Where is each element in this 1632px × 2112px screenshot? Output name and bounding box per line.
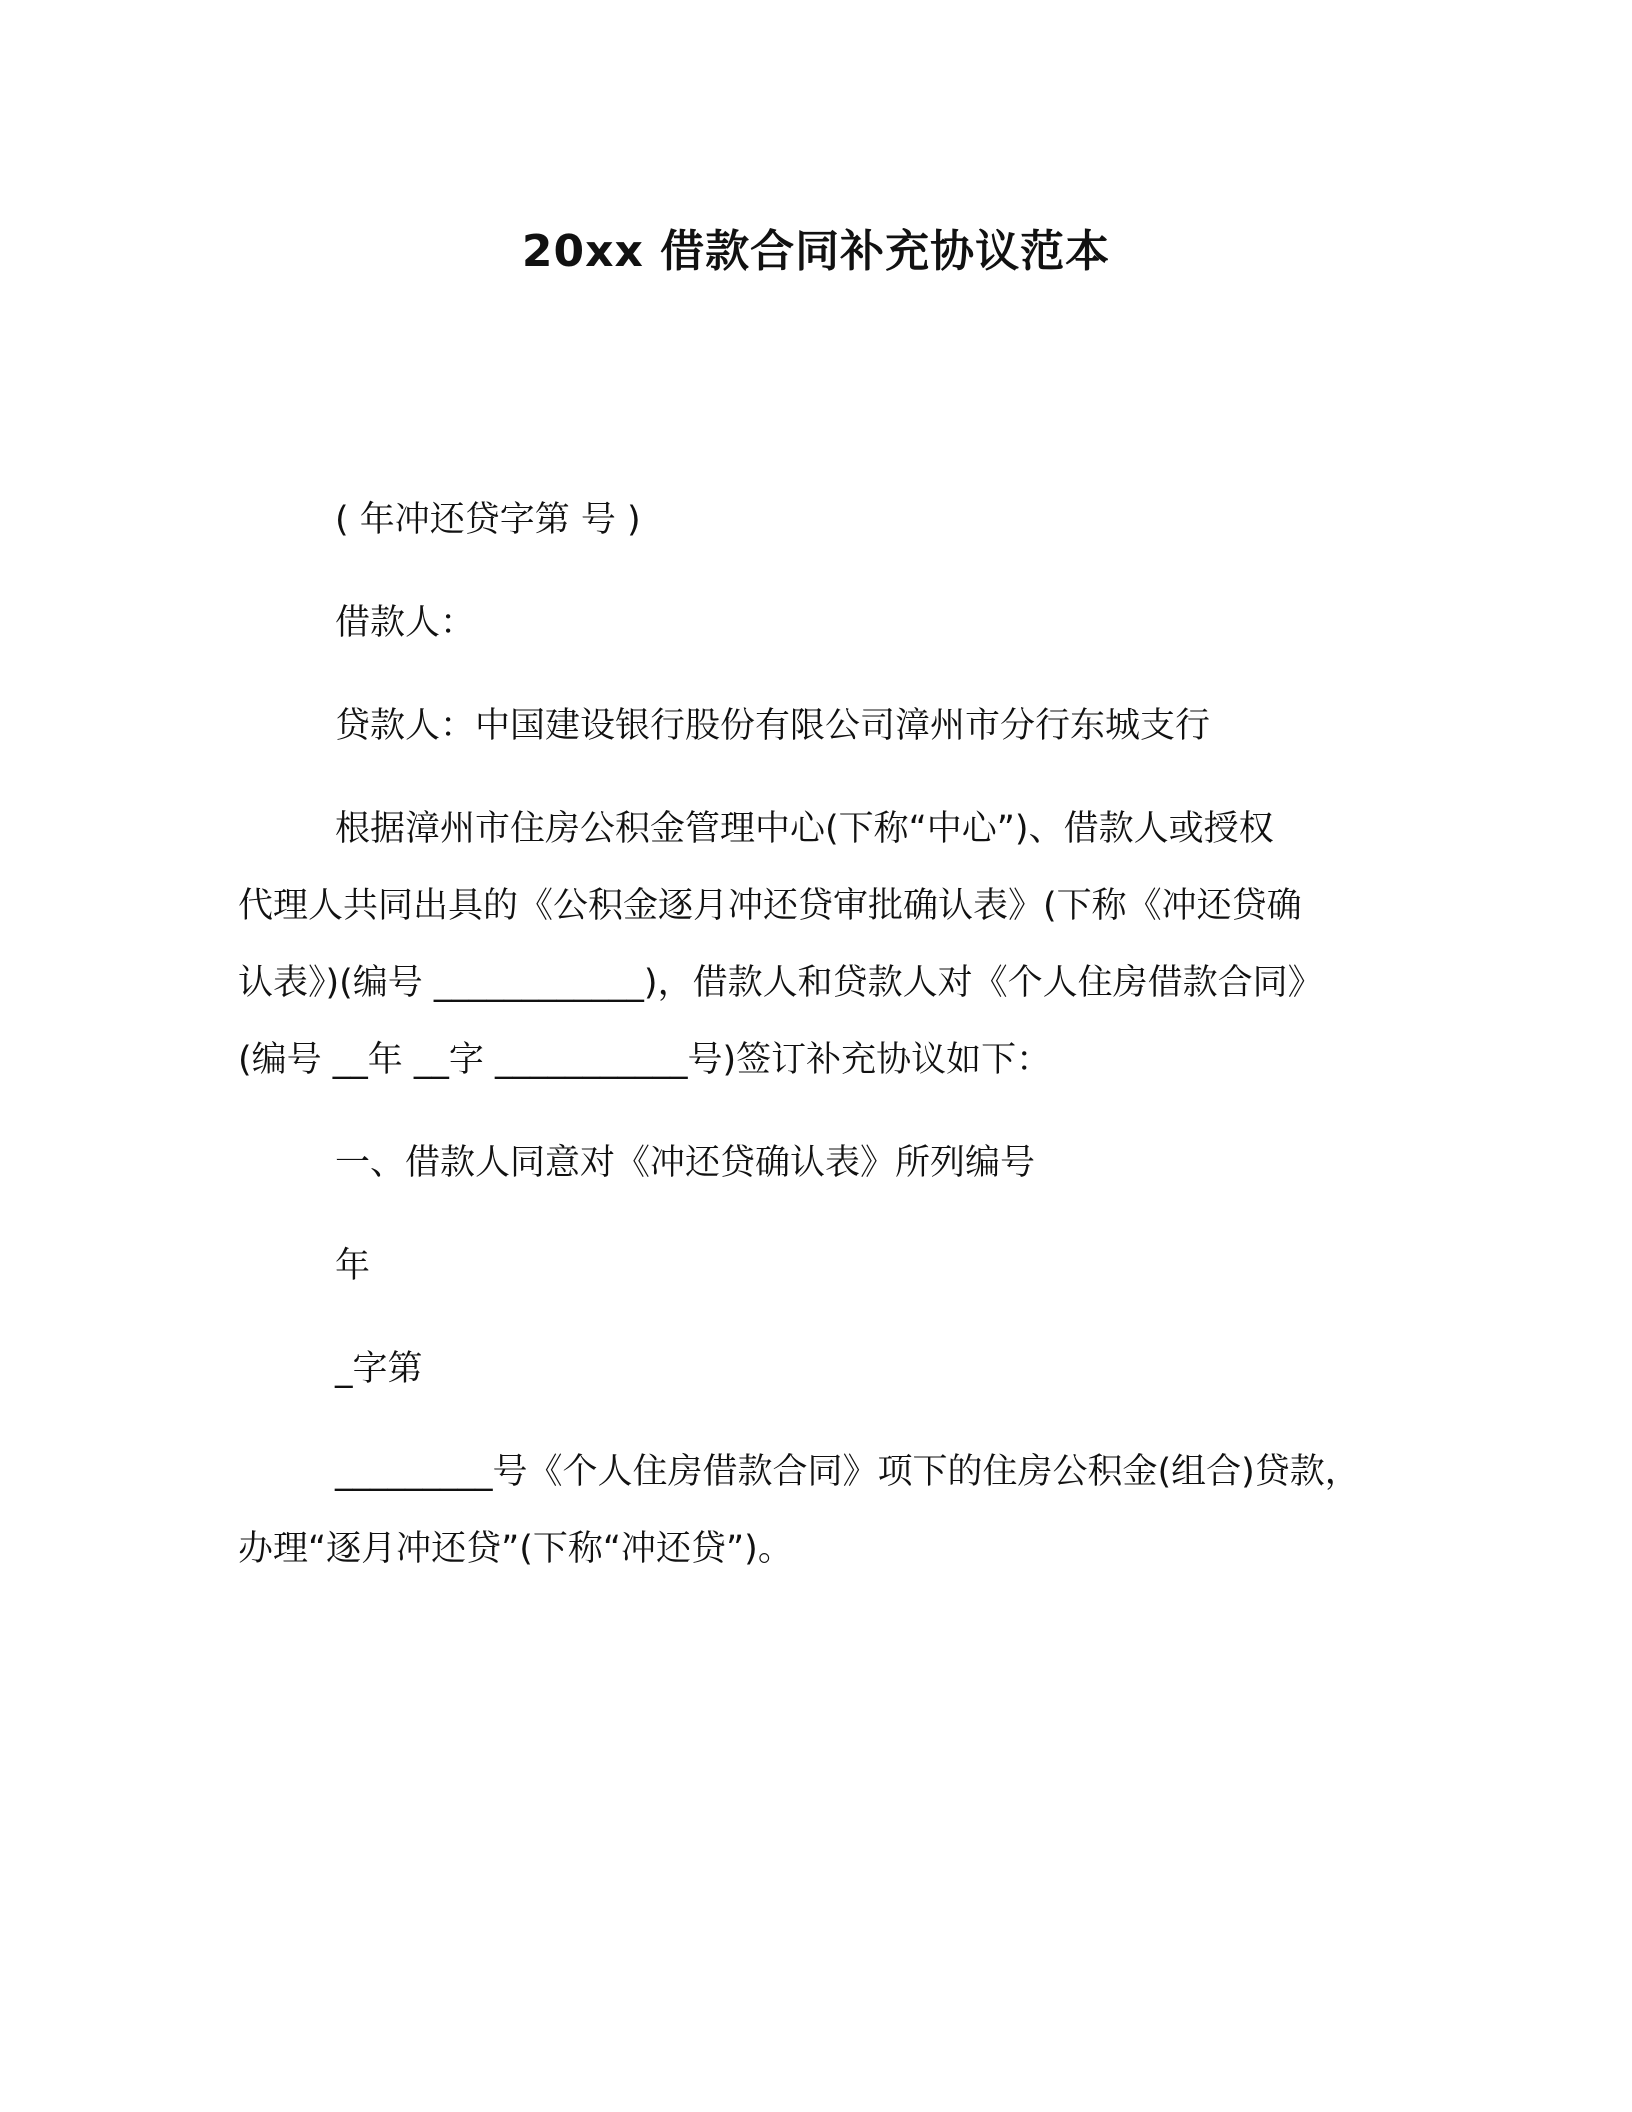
intro-paragraph-line-3: 认表》)(编号 ____________)，借款人和贷款人对《个人住房借款合同》 <box>238 963 1323 1003</box>
document-title: 20xx 借款合同补充协议范本 <box>521 226 1111 277</box>
clause-1-line-5: 办理“逐月冲还贷”(下称“冲还贷”)。 <box>238 1529 793 1569</box>
borrower-line: 借款人： <box>335 603 476 643</box>
clause-1-line-2: 年 <box>335 1246 371 1286</box>
clause-1-line-1: 一、借款人同意对《冲还贷确认表》所列编号 <box>335 1143 1036 1183</box>
intro-paragraph-line-2: 代理人共同出具的《公积金逐月冲还贷审批确认表》(下称《冲还贷确 <box>238 886 1302 926</box>
clause-1-line-4: _________号《个人住房借款合同》项下的住房公积金(组合)贷款， <box>335 1452 1360 1492</box>
contract-number-line: ( 年冲还贷字第 号 ) <box>335 500 641 540</box>
lender-line: 贷款人：中国建设银行股份有限公司漳州市分行东城支行 <box>335 706 1211 746</box>
intro-paragraph-line-4: (编号 __年 __字 ___________号)签订补充协议如下： <box>238 1040 1052 1080</box>
clause-1-line-3: _字第 <box>335 1349 423 1389</box>
intro-paragraph-line-1: 根据漳州市住房公积金管理中心(下称“中心”)、借款人或授权 <box>335 809 1274 849</box>
